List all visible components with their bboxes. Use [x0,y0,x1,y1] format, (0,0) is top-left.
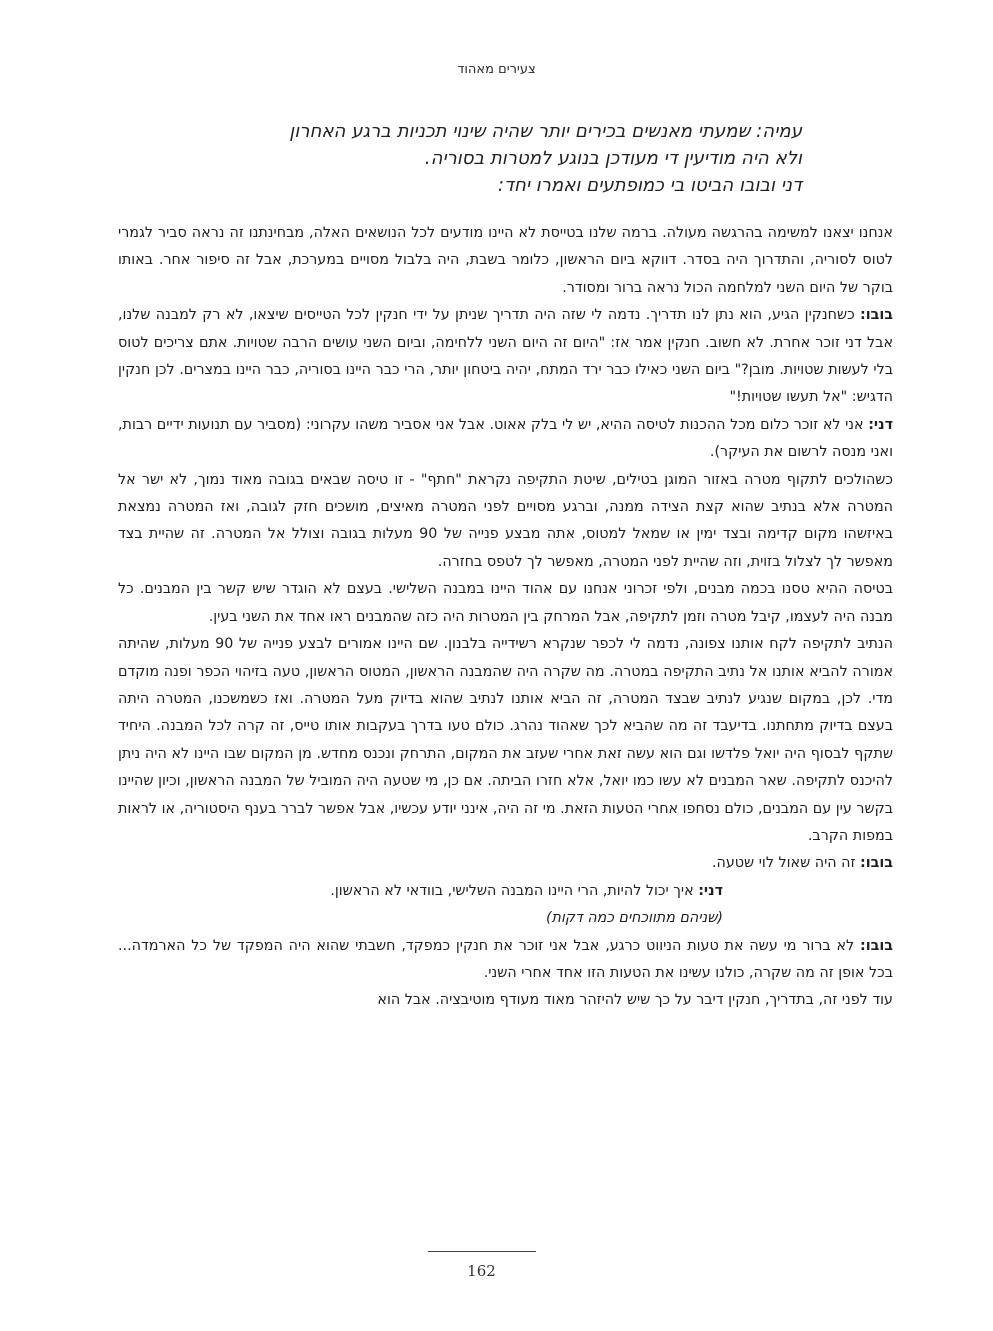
page-number: 162 [467,1262,496,1280]
paragraph [118,412,893,467]
intro-line: דני ובובו הביטו בי כמופתעים ואמרו יחד: [497,175,802,196]
paragraph [118,878,893,905]
speaker-label: בובו: [860,855,893,872]
intro-line: עמיה: שמעתי מאנשים בכירים יותר שהיה שינוי תכניות ברגע האחרון [289,121,802,142]
paragraph: הנתיב לתקיפה לקח אותנו צפונה, נדמה לי לכפר שנקרא רשידייה בלבנון. שם היינו אמורים לבצע פנייה של 90 מעלות, שהיתה אמורה להביא אותנו אל נתיב התקיפה במטרה. מה שקרה היה שהמבנה הראשון, המטוס הראשון, טעה בזיהוי הכפר ופנה מוקדם מדי. לכן, במקום שנגיע לנתיב שבצד המטרה, זה הביא אותנו לנתיב שהוא בדיוק מעל המטרה. ואז כשמשכנו, המטרה היתה בעצם בדיוק מתחתנו. בדיעבד זה מה שהביא לכך שאהוד נהרג. כולם טעו בדרך בעקבות אותו טייס, זה קרה לכל המבנה. היחיד שתקף לבסוף היה יואל פלדשו וגם הוא עשה זאת אחרי שעזב את המקום, התרחק ונכנס מחדש. מן המקום שבו היינו לא היה ניתן להיכנס לתקיפה. שאר המבנים לא עשו כמו יואל, אלא חזרו הביתה. אם כן, מי שטעה היה המוביל של המבנה הראשון, וכיון שהיינו בקשר עין עם המבנים, כולם נסחפו אחרי הטעות הזאת. מי זה היה, אינני יודע עכשיו, אבל אפשר לברר בענף היסטוריה, או לראות במפות הקרב. [118,636,893,844]
speaker-label: בובו: [860,937,893,954]
speaker-text: איך יכול להיות, הרי היינו המבנה השלישי, בוודאי לא הראשון. [330,882,699,899]
paragraph: אנחנו יצאנו למשימה בהרגשה מעולה. ברמה שלנו בטייסת לא היינו מודעים לכל הנושאים האלה, מבחינתנו זה נראה סביר לגמרי לטוס לסוריה, והתדרוך היה בסדר. דווקא ביום הראשון, כלומר בשבת, היה בלבול מסויים במערכת, אבל זה סיפור אחר. באותו בוקר של היום השני למלחמה הכול נראה ברור ומסודר. [118,225,893,296]
paragraph [118,302,893,412]
intro-line: ולא היה מודיעין די מעודכן בנוגע למטרות בסוריה. [424,148,802,169]
paragraph: בטיסה ההיא טסנו בכמה מבנים, ולפי זכרוני אנחנו עם אהוד היינו במבנה השלישי. בעצם לא הוגדר שיש קשר בין המבנים. כל מבנה היה לעצמו, קיבל מטרה וזמן לתקיפה, אבל המרחק בין המטרות היה כזה שהמבנים ראו אחד את השני בעין. [118,581,893,625]
speaker-label: דני: [698,882,723,899]
speaker-text: אני לא זוכר כלום מכל ההכנות לטיסה ההיא, יש לי בלק אאוט. אבל אני אסביר משהו עקרוני: (מסביר עם תנועות ידיים רבות, ואני מנסה לרשום את העיקר). [118,416,893,461]
paragraph [118,933,893,988]
running-header: צעירים מאהוד [457,62,536,77]
speaker-text: זה היה שאול לוי שטעה. [711,855,861,872]
speaker-label: דני: [868,416,893,433]
speaker-label: בובו: [860,307,893,324]
speaker-text: לא ברור מי עשה את טעות הניווט כרגע, אבל אני זוכר את חנקין כמפקד, חשבתי שהוא היה המפקד של כל הארמדה... בכל אופן זה מה שקרה, כולנו עשינו את הטעות הזו אחד אחרי השני. [118,937,893,981]
footer-rule [428,1251,536,1252]
stage-direction: (שניהם מתווכחים כמה דקות) [545,910,723,927]
paragraph: עוד לפני זה, בתדריך, חנקין דיבר על כך שיש להיזהר מאוד מעודף מוטיבציה. אבל הוא [377,992,893,1009]
paragraph: כשהולכים לתקוף מטרה באזור המוגן בטילים, שיטת התקיפה נקראת "חתף" - זו טיסה שבאים בגובה מאוד נמוך, לא ישר אל המטרה אלא בנתיב שהוא קצת הצידה ממנה, וברגע מסויים לפני המטרה מאיצים, מושכים חזק לגובה, ואז המטרה נמצאת באיזשהו מקום קדימה ובצד ימין או שמאל למטוס, אתה מבצע פנייה של 90 מעלות בגובה וצולל אל המטרה. זה שהיית בצד מאפשר לך לצלול בזוית, וזה שהיית לפני המטרה, מאפשר לך לטפס בחזרה. [118,471,893,570]
body-text [118,220,893,1015]
speaker-text: כשחנקין הגיע, הוא נתן לנו תדריך. נדמה לי שזה היה תדריך שניתן על ידי חנקין לכל הטייסים שיצאו, לא רק למבנה שלנו, אבל דני זוכר אחרת. לא חשוב. חנקין אמר אז: "היום זה היום השני ללחימה, וביום השני עושים הרבה שטויות. אתם צריכים לטוס בלי לעשות שטויות. מובן?" ביום השני כאילו כבר ירד המתח, יהיה ביטחון יותר, הרי כבר היינו בסוריה, כבר היינו במצרים. לכן חנקין הדגיש: "אל תעשו שטויות!" [118,307,893,406]
intro-italic-block [250,118,802,199]
paragraph [118,850,893,877]
